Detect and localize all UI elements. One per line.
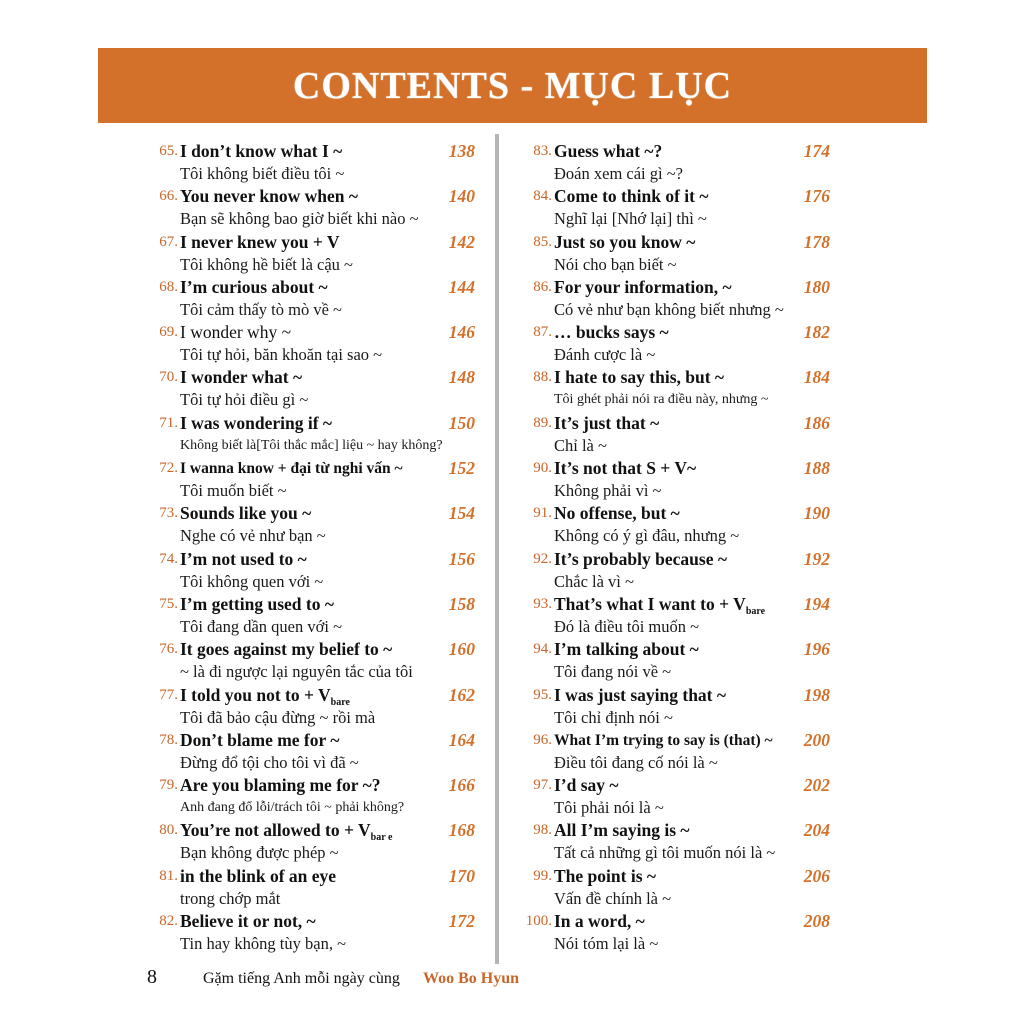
contents-column-left [140,140,475,955]
entry-page: 196 [803,639,830,660]
entry-translation: trong chớp mắt [180,888,281,908]
contents-entry[interactable] [512,729,830,774]
contents-entry[interactable] [140,185,475,230]
entry-translation: Tôi không quen với ~ [180,571,324,591]
entry-translation: Tôi phải nói là ~ [554,798,664,818]
entry-page: 178 [803,231,830,252]
entry-translation: Bạn sẽ không bao giờ biết khi nào ~ [180,209,419,229]
contents-entry[interactable] [512,140,830,185]
contents-entry[interactable] [140,684,475,729]
contents-entry[interactable] [140,457,475,502]
contents-entry[interactable] [140,276,475,321]
entry-page: 194 [803,593,830,614]
entry-page: 140 [448,186,475,207]
contents-entry[interactable] [140,366,475,411]
footer-author: Woo Bo Hyun [423,970,520,987]
entry-title: I’d say ~ [554,775,619,796]
entry-number: 84. [533,188,552,205]
entry-number: 73. [159,505,178,522]
entry-title: It goes against my belief to ~ [180,639,393,660]
entry-title: I never knew you + V [180,231,340,252]
entry-page: 158 [448,593,475,614]
entry-number: 79. [159,777,178,794]
entry-translation: Tôi ghét phải nói ra điều này, nhưng ~ [554,392,769,408]
entry-title: I wanna know + đại từ nghi vấn ~ [180,460,403,478]
entry-page: 208 [803,911,830,932]
entry-page: 166 [448,775,475,796]
entry-translation: Vấn đề chính là ~ [554,888,672,908]
entry-page: 164 [448,729,475,750]
entry-page: 154 [448,503,475,524]
entry-number: 69. [159,324,178,341]
entry-page: 162 [448,684,475,705]
entry-title: Sounds like you ~ [180,503,312,524]
entry-page: 180 [803,276,830,297]
entry-page: 176 [803,186,830,207]
entry-page: 148 [448,367,475,388]
entry-translation: Tôi tự hỏi điều gì ~ [180,390,309,410]
entry-number: 76. [159,641,178,658]
entry-number: 90. [533,460,552,477]
entry-translation: Điều tôi đang cố nói là ~ [554,752,718,772]
entry-title: That’s what I want to + $V_{bare}$ [554,593,766,617]
contents-entry[interactable] [512,819,830,864]
entry-title: Don’t blame me for ~ [180,729,340,750]
contents-entry[interactable] [140,774,475,819]
entry-translation: Có vẻ như bạn không biết nhưng ~ [554,299,784,319]
entry-title: I told you not to + $V_{bare}$ [180,684,350,708]
entry-page: 150 [448,412,475,433]
entry-translation: Không biết là[Tôi thắc mắc] liệu ~ hay không? [180,437,443,453]
entry-translation: Nghĩ lại [Nhớ lại] thì ~ [554,209,707,229]
entry-title: Just so you know ~ [554,231,696,252]
entry-translation: Nói cho bạn biết ~ [554,254,677,274]
entry-translation: Đừng đổ tội cho tôi vì đã ~ [180,752,359,772]
entry-number: 100. [525,913,552,930]
entry-number: 82. [159,913,178,930]
entry-title: Are you blaming me for ~? [180,775,381,796]
entry-translation: Tất cả những gì tôi muốn nói là ~ [554,843,776,863]
entry-number: 93. [533,595,552,612]
entry-page: 188 [803,458,830,479]
entry-title: You’re not allowed to + $V_{bar e}$ [180,820,393,844]
contents-entry[interactable] [512,231,830,276]
entry-page: 170 [448,865,475,886]
entry-number: 72. [159,460,178,477]
contents-entry[interactable] [512,638,830,683]
page-title: CONTENTS - MỤC LỤC [292,64,733,107]
entry-page: 152 [448,458,475,479]
entry-title: The point is ~ [554,865,656,886]
entry-title: I’m curious about ~ [180,276,328,297]
entry-translation: Anh đang đổ lỗi/trách tôi ~ phải không? [180,800,405,816]
contents-entry[interactable] [140,593,475,638]
entry-page: 184 [803,367,830,388]
entry-title: I hate to say this, but ~ [554,367,725,388]
contents-entry[interactable] [512,412,830,457]
entry-page: 168 [448,820,475,841]
entry-page: 156 [448,548,475,569]
entry-number: 70. [159,369,178,386]
contents-entry[interactable] [140,910,475,955]
entry-number: 89. [533,414,552,431]
entry-page: 174 [803,141,830,161]
entry-page: 144 [448,276,475,297]
contents-column-right [512,140,830,955]
entry-page: 142 [448,231,475,252]
entry-number: 80. [159,822,178,839]
column-divider [495,134,499,964]
entry-page: 138 [448,141,475,161]
entry-title: I was just saying that ~ [554,684,726,705]
entry-translation: Chắc là vì ~ [554,571,634,591]
contents-entry[interactable] [512,366,830,411]
contents-entry[interactable] [140,502,475,547]
entry-title: For your information, ~ [554,276,732,297]
entry-translation: Tôi muốn biết ~ [180,481,287,501]
entry-number: 98. [533,822,552,839]
entry-number: 74. [159,550,178,567]
entry-number: 67. [159,233,178,250]
entry-translation: Tôi tự hỏi, băn khoăn tại sao ~ [180,345,383,365]
entry-translation: Tin hay không tùy bạn, ~ [180,934,346,954]
entry-title: It’s just that ~ [554,412,660,433]
contents-entry[interactable] [512,593,830,638]
entry-title: I’m getting used to ~ [180,593,334,614]
entry-title: I wonder why ~ [180,322,292,343]
entry-translation: Đó là điều tôi muốn ~ [554,616,700,636]
entry-number: 91. [533,505,552,522]
entry-page: 146 [448,322,475,343]
entry-translation: Tôi đang dần quen với ~ [180,616,342,636]
entry-number: 65. [159,143,178,159]
entry-title: All I’m saying is ~ [554,820,690,841]
entry-number: 97. [533,777,552,794]
entry-page: 160 [448,639,475,660]
entry-number: 77. [159,686,178,703]
entry-title: in the blink of an eye [180,865,337,886]
contents-banner [98,48,927,123]
contents-entry[interactable] [512,502,830,547]
entry-title: It’s not that S + V~ [554,458,697,479]
contents-entry[interactable] [512,548,830,593]
contents-entry[interactable] [140,140,475,185]
entry-page: 186 [803,412,830,433]
contents-entry[interactable] [512,865,830,910]
entry-title: What I’m trying to say is (that) ~ [554,731,773,749]
entry-number: 99. [533,867,552,884]
entry-number: 83. [533,143,552,159]
entry-title: I’m not used to ~ [180,548,307,569]
entry-title: In a word, ~ [554,911,645,932]
entry-page: 198 [803,684,830,705]
contents-entry[interactable] [512,321,830,366]
footer-caption: Gặm tiếng Anh mỗi ngày cùng [203,970,400,987]
contents-entry[interactable] [512,684,830,729]
contents-entry[interactable] [512,276,830,321]
entry-page: 190 [803,503,830,524]
contents-entry[interactable] [140,231,475,276]
entry-translation: Không phải vì ~ [554,481,662,501]
entry-page: 204 [803,820,830,841]
entry-number: 86. [533,278,552,295]
entry-number: 68. [159,278,178,295]
entry-title: Believe it or not, ~ [180,911,316,932]
entry-number: 85. [533,233,552,250]
contents-entry[interactable] [512,910,830,955]
entry-number: 81. [159,867,178,884]
entry-page: 182 [803,322,830,343]
entry-title: I wonder what ~ [180,367,303,388]
entry-title: … bucks says ~ [554,322,669,343]
contents-entry[interactable] [140,729,475,774]
entry-translation: Không có ý gì đâu, nhưng ~ [554,526,740,546]
contents-entry[interactable] [140,412,475,457]
entry-page: 200 [803,729,830,750]
entry-translation: Tôi không biết điều tôi ~ [180,164,345,183]
entry-title: I was wondering if ~ [180,412,333,433]
entry-translation: Nghe có vẻ như bạn ~ [180,526,326,546]
contents-entry[interactable] [140,638,475,683]
entry-page: 206 [803,865,830,886]
entry-title: It’s probably because ~ [554,548,727,569]
entry-number: 66. [159,188,178,205]
entry-title: Guess what ~? [554,141,663,161]
entry-title: You never know when ~ [180,186,358,207]
page-number: 8 [147,966,157,988]
contents-entry[interactable] [140,865,475,910]
entry-number: 94. [533,641,552,658]
entry-translation: Tôi đang nói về ~ [554,662,672,682]
entry-title: No offense, but ~ [554,503,680,524]
entry-page: 192 [803,548,830,569]
entry-translation: Đoán xem cái gì ~? [554,164,683,183]
entry-number: 78. [159,731,178,748]
entry-number: 88. [533,369,552,386]
contents-entry[interactable] [140,819,475,864]
entry-translation: Bạn không được phép ~ [180,843,339,863]
entry-translation: Tôi chỉ định nói ~ [554,707,673,727]
entry-number: 71. [159,414,178,431]
entry-title: I don’t know what I ~ [180,141,343,161]
entry-title: I’m talking about ~ [554,639,699,660]
entry-translation: Tôi cảm thấy tò mò về ~ [180,299,342,319]
entry-page: 202 [803,775,830,796]
contents-entry[interactable] [140,321,475,366]
entry-title: Come to think of it ~ [554,186,709,207]
contents-entry[interactable] [512,774,830,819]
entry-translation: Chỉ là ~ [554,435,607,455]
contents-entry[interactable] [512,457,830,502]
entry-number: 75. [159,595,178,612]
entry-translation: Nói tóm lại là ~ [554,934,659,954]
entry-translation: Đánh cược là ~ [554,345,656,365]
entry-translation: Tôi không hề biết là cậu ~ [180,254,353,274]
contents-entry[interactable] [512,185,830,230]
entry-number: 92. [533,550,552,567]
entry-translation: ~ là đi ngược lại nguyên tắc của tôi [180,662,413,682]
contents-entry[interactable] [140,548,475,593]
entry-number: 96. [533,731,552,748]
entry-translation: Tôi đã bảo cậu đừng ~ rồi mà [180,707,376,727]
entry-number: 95. [533,686,552,703]
entry-page: 172 [448,911,475,932]
entry-number: 87. [533,324,552,341]
